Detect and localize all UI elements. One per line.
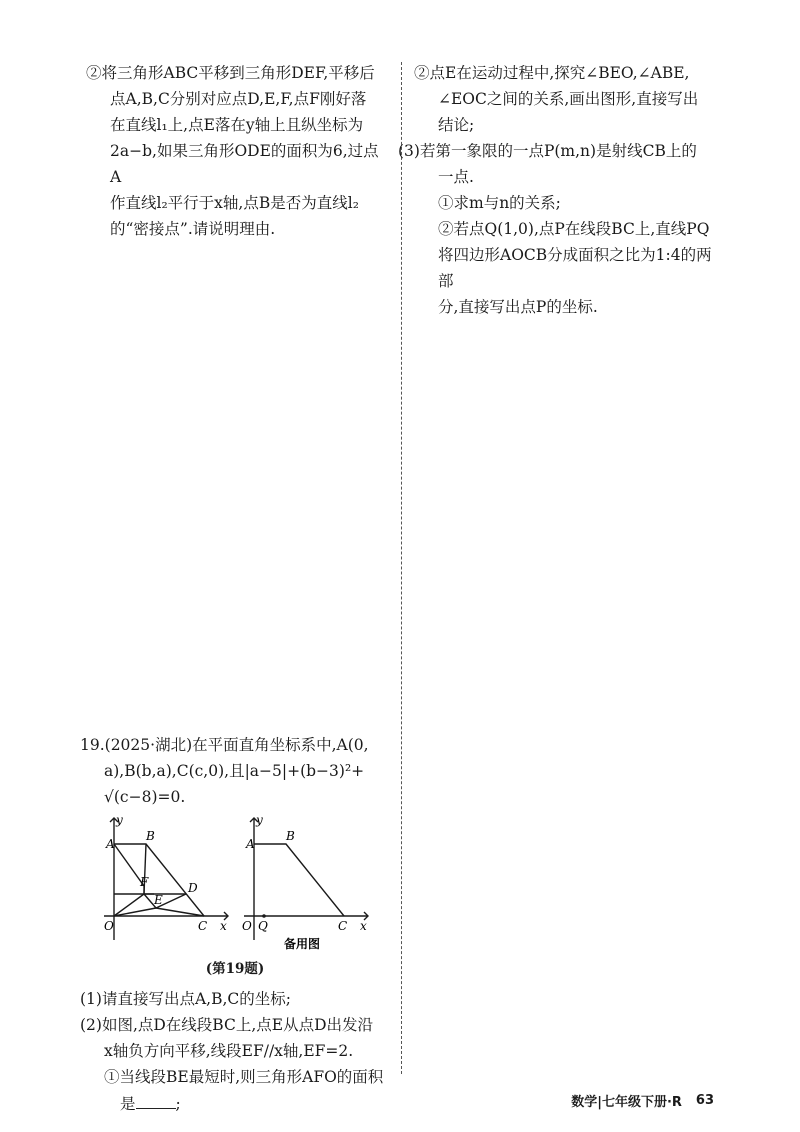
fig1-label-E: E xyxy=(154,893,163,907)
q-3-line-2: 一点. xyxy=(438,168,474,186)
column-divider xyxy=(401,62,402,1074)
q19-part-2-sub-1-line-1: ①当线段BE最短时,则三角形AFO的面积 xyxy=(104,1068,384,1086)
fig2-label-O: O xyxy=(242,919,252,933)
fig2-label-A: A xyxy=(246,837,255,851)
q19-stem-line-1: 19.(2025·湖北)在平面直角坐标系中,A(0, xyxy=(80,736,369,754)
q18-2-line-1: ②将三角形ABC平移到三角形DEF,平移后 xyxy=(86,64,375,82)
q19-part-2-line-2: x轴负方向平移,线段EF//x轴,EF=2. xyxy=(104,1042,354,1060)
q19-figures xyxy=(80,814,390,954)
fig2-caption: 备用图 xyxy=(284,937,321,951)
fig2-label-y: y xyxy=(256,814,263,827)
q18-2-line-2: 点A,B,C分别对应点D,E,F,点F刚好落 xyxy=(110,90,367,108)
q18-2-line-6: 的“密接点”.请说明理由. xyxy=(110,220,276,238)
q19-answer-suffix: ; xyxy=(175,1095,181,1113)
q-3-line-1: (3)若第一象限的一点P(m,n)是射线CB上的 xyxy=(398,142,697,160)
q-3-sub-2-line-1: ②若点Q(1,0),点P在线段BC上,直线PQ xyxy=(438,220,710,238)
triangle-DEF xyxy=(144,894,186,908)
fig1-label-D: D xyxy=(188,881,198,895)
q19-part-1: (1)请直接写出点A,B,C的坐标; xyxy=(80,990,291,1008)
q-2-line-3: 结论; xyxy=(438,116,475,134)
q19-answer-blank[interactable] xyxy=(136,1090,176,1109)
q-3-sub-2-line-3: 分,直接写出点P的坐标. xyxy=(438,298,598,316)
q19-answer-prefix: 是 xyxy=(120,1095,136,1113)
q19-stem-line-2: a),B(b,a),C(c,0),且|a−5|+(b−3)²+ xyxy=(104,762,365,780)
q18-2-line-4: 2a−b,如果三角形ODE的面积为6,过点A xyxy=(110,142,379,186)
q19-figure-main xyxy=(100,814,230,944)
q19-part-2-line-1: (2)如图,点D在线段BC上,点E从点D出发沿 xyxy=(80,1016,374,1034)
q19-part-2-sub-1-line-2 xyxy=(80,1090,390,1117)
q-2-line-1: ②点E在运动过程中,探究∠BEO,∠ABE, xyxy=(414,64,690,82)
q18-2-line-3: 在直线l₁上,点E落在y轴上且纵坐标为 xyxy=(110,116,364,134)
fig2-label-C: C xyxy=(338,919,348,933)
q-3-sub-1: ①求m与n的关系; xyxy=(438,194,561,212)
q19-figure-backup xyxy=(240,814,380,954)
fig1-label-x: x xyxy=(220,919,227,933)
q-2-line-2: ∠EOC之间的关系,画出图形,直接写出 xyxy=(438,90,699,108)
footer-subject: 数学|七年级下册·R xyxy=(571,1095,682,1110)
fig1-label-A: A xyxy=(106,837,115,851)
page-footer xyxy=(571,1091,714,1110)
fig2-label-Q: Q xyxy=(258,919,268,933)
fig1-label-F: F xyxy=(140,875,149,889)
q19-stem-line-3: √(c−8)=0. xyxy=(104,788,186,806)
fig1-label-B: B xyxy=(146,829,155,843)
fig2-segment-ABC xyxy=(254,844,344,916)
question-19 xyxy=(80,732,390,1117)
page-number: 63 xyxy=(695,1093,714,1108)
fig1-label-y: y xyxy=(116,814,123,827)
right-question-parts xyxy=(398,60,724,320)
fig1-label-C: C xyxy=(198,919,208,933)
q-3-sub-2-line-2: 将四边形AOCB分成面积之比为1:4的两部 xyxy=(438,246,712,290)
q19-figure-caption: (第19题) xyxy=(205,961,265,977)
fig2-label-x: x xyxy=(360,919,367,933)
fig1-label-O: O xyxy=(104,919,114,933)
q18-2-line-5: 作直线l₂平行于x轴,点B是否为直线l₂ xyxy=(110,194,359,212)
left-question-18-part-2 xyxy=(86,60,386,242)
fig2-point-Q xyxy=(262,914,266,918)
fig2-label-B: B xyxy=(286,829,295,843)
